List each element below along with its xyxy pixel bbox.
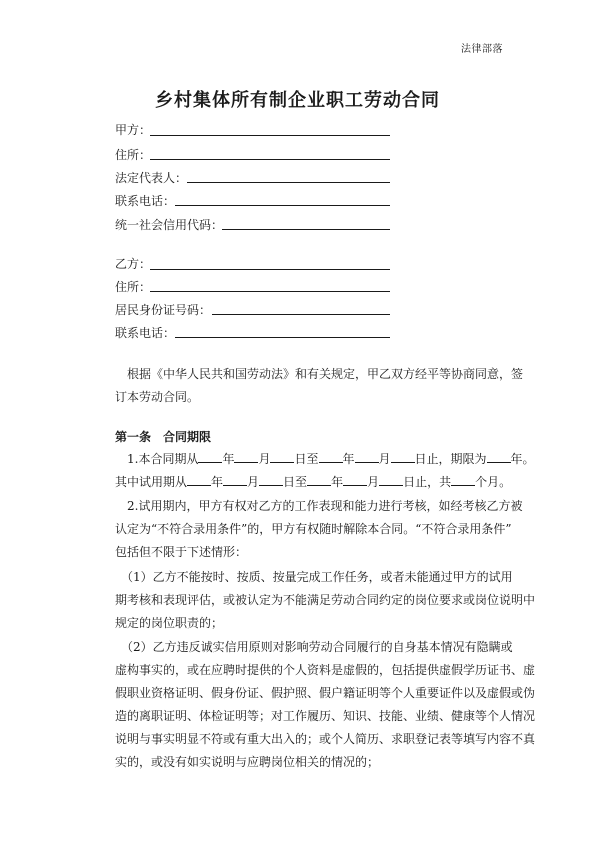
party-a-credit-code-label: 统一社会信用代码： <box>115 218 224 232</box>
party-b-address-blank[interactable] <box>150 291 390 292</box>
term-text-c: 月 <box>258 452 271 466</box>
article-1-p2-line-2: 认定为“不符合录用条件”的，甲方有权随时解除本合同。“不符合录用条件” <box>115 522 512 536</box>
probation-end-day-blank[interactable] <box>379 475 403 486</box>
party-b-phone-blank[interactable] <box>175 337 390 338</box>
party-a-credit-code-blank[interactable] <box>222 229 390 230</box>
probation-text-a: 其中试用期从 <box>115 475 188 489</box>
party-a-legal-rep-label: 法定代表人： <box>115 171 188 185</box>
item-2-line-2: 虚构事实的，或在应聘时提供的个人资料是虚假的，包括提供虚假学历证书、虚 <box>115 663 536 677</box>
term-text-b: 年 <box>222 452 235 466</box>
probation-text-d: 日至 <box>283 475 308 489</box>
probation-text-c: 月 <box>247 475 260 489</box>
document-title: 乡村集体所有制企业职工劳动合同 <box>155 90 440 111</box>
article-1-probation-line <box>115 475 511 489</box>
item-2-line-5: 说明与事实明显不符或有重大出入的；或个人简历、求职登记表等填写内容不真 <box>115 732 536 746</box>
term-text-f: 月 <box>378 452 391 466</box>
item-2-line-1: （2）乙方违反诚实信用原则对影响劳动合同履行的自身基本情况有隐瞒或 <box>121 640 513 654</box>
term-end-day-blank[interactable] <box>391 452 415 463</box>
term-end-month-blank[interactable] <box>355 452 379 463</box>
party-a-blank[interactable] <box>150 135 390 136</box>
party-b-phone-label: 联系电话： <box>115 326 176 340</box>
term-end-year-blank[interactable] <box>319 452 343 463</box>
term-text-e: 年 <box>342 452 355 466</box>
party-b-address-label: 住所： <box>115 280 152 294</box>
probation-end-month-blank[interactable] <box>343 475 367 486</box>
probation-months-blank[interactable] <box>451 475 475 486</box>
party-a-phone-label: 联系电话： <box>115 194 176 208</box>
item-1-line-1: （1）乙方不能按时、按质、按量完成工作任务，或者未能通过甲方的试用 <box>121 570 513 584</box>
probation-end-year-blank[interactable] <box>307 475 331 486</box>
item-1-line-3: 规定的岗位职责的； <box>115 616 224 630</box>
party-b-id-blank[interactable] <box>212 314 390 315</box>
probation-text-h: 个月。 <box>475 475 512 489</box>
party-b-blank[interactable] <box>150 269 390 270</box>
party-a-address-label: 住所： <box>115 148 152 162</box>
party-a-address-blank[interactable] <box>150 159 390 160</box>
term-text-d: 日至 <box>294 452 319 466</box>
party-a-phone-blank[interactable] <box>175 205 390 206</box>
term-text-a: 1.本合同期从 <box>127 452 199 466</box>
item-2-line-3: 假职业资格证明、假身份证、假护照、假户籍证明等个人重要证件以及虚假或伪 <box>115 686 536 700</box>
party-b-label: 乙方： <box>115 257 152 271</box>
item-2-line-4: 造的离职证明、体检证明等；对工作履历、知识、技能、业绩、健康等个人情况 <box>115 709 536 723</box>
probation-text-g: 日止，共 <box>403 475 452 489</box>
term-length-blank[interactable] <box>487 452 511 463</box>
probation-text-f: 月 <box>367 475 380 489</box>
party-a-legal-rep-blank[interactable] <box>187 182 390 183</box>
item-2-line-6: 实的，或没有如实说明与应聘岗位相关的情况的； <box>115 755 380 769</box>
intro-line-2: 订本劳动合同。 <box>115 390 200 404</box>
term-start-month-blank[interactable] <box>234 452 258 463</box>
article-1-heading: 第一条 合同期限 <box>115 430 212 444</box>
item-1-line-2: 期考核和表现评估，或被认定为不能满足劳动合同约定的岗位要求或岗位说明中 <box>115 593 536 607</box>
term-text-g: 日止，期限为 <box>414 452 487 466</box>
term-start-year-blank[interactable] <box>198 452 222 463</box>
party-a-label: 甲方： <box>115 123 152 137</box>
probation-text-e: 年 <box>331 475 344 489</box>
probation-start-year-blank[interactable] <box>187 475 211 486</box>
intro-line-1: 根据《中华人民共和国劳动法》和有关规定，甲乙双方经平等协商同意，签 <box>127 367 524 381</box>
party-b-id-label: 居民身份证号码： <box>115 303 212 317</box>
article-1-p2-line-1: 2.试用期内，甲方有权对乙方的工作表现和能力进行考核，如经考核乙方被 <box>127 499 523 513</box>
article-1-term-line <box>127 452 535 466</box>
header-tag: 法律部落 <box>461 44 503 55</box>
probation-start-month-blank[interactable] <box>223 475 247 486</box>
term-text-h: 年。 <box>510 452 535 466</box>
term-start-day-blank[interactable] <box>270 452 294 463</box>
probation-start-day-blank[interactable] <box>259 475 283 486</box>
probation-text-b: 年 <box>211 475 224 489</box>
article-1-p2-line-3: 包括但不限于下述情形： <box>115 545 248 559</box>
